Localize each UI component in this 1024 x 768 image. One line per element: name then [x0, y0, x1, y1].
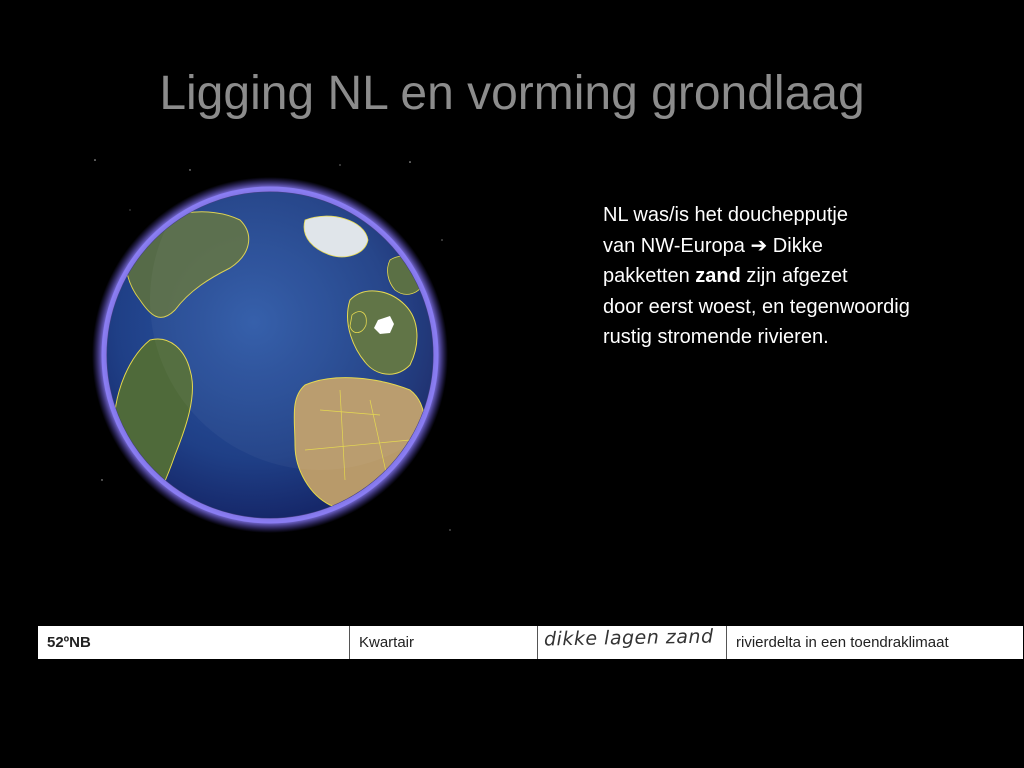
globe-svg	[90, 150, 460, 540]
cell-latitude: 52ºNB	[38, 626, 350, 659]
globe-image	[90, 150, 460, 540]
body-line-3: pakketten zand zijn afgezet	[603, 265, 848, 287]
cell-soil	[538, 626, 727, 659]
cell-landscape: rivierdelta in een toendraklimaat	[736, 634, 949, 651]
summary-table-row	[38, 626, 1023, 659]
cell-period: Kwartair	[350, 626, 538, 659]
body-line-5: rustig stromende rivieren.	[603, 326, 829, 348]
body-line-4: door eerst woest, en tegenwoordig	[603, 295, 910, 318]
arrow-icon: ➔	[750, 234, 768, 257]
handwritten-soil: dikke lagen zand	[543, 626, 714, 651]
body-line-1: NL was/is het douchepputje	[603, 204, 848, 226]
body-text	[603, 200, 1013, 353]
emphasis-zand: zand	[695, 265, 741, 287]
slide-title: Ligging NL en vorming grondlaag	[159, 67, 865, 120]
body-line-2: van NW-Europa ➔ Dikke	[603, 234, 823, 257]
